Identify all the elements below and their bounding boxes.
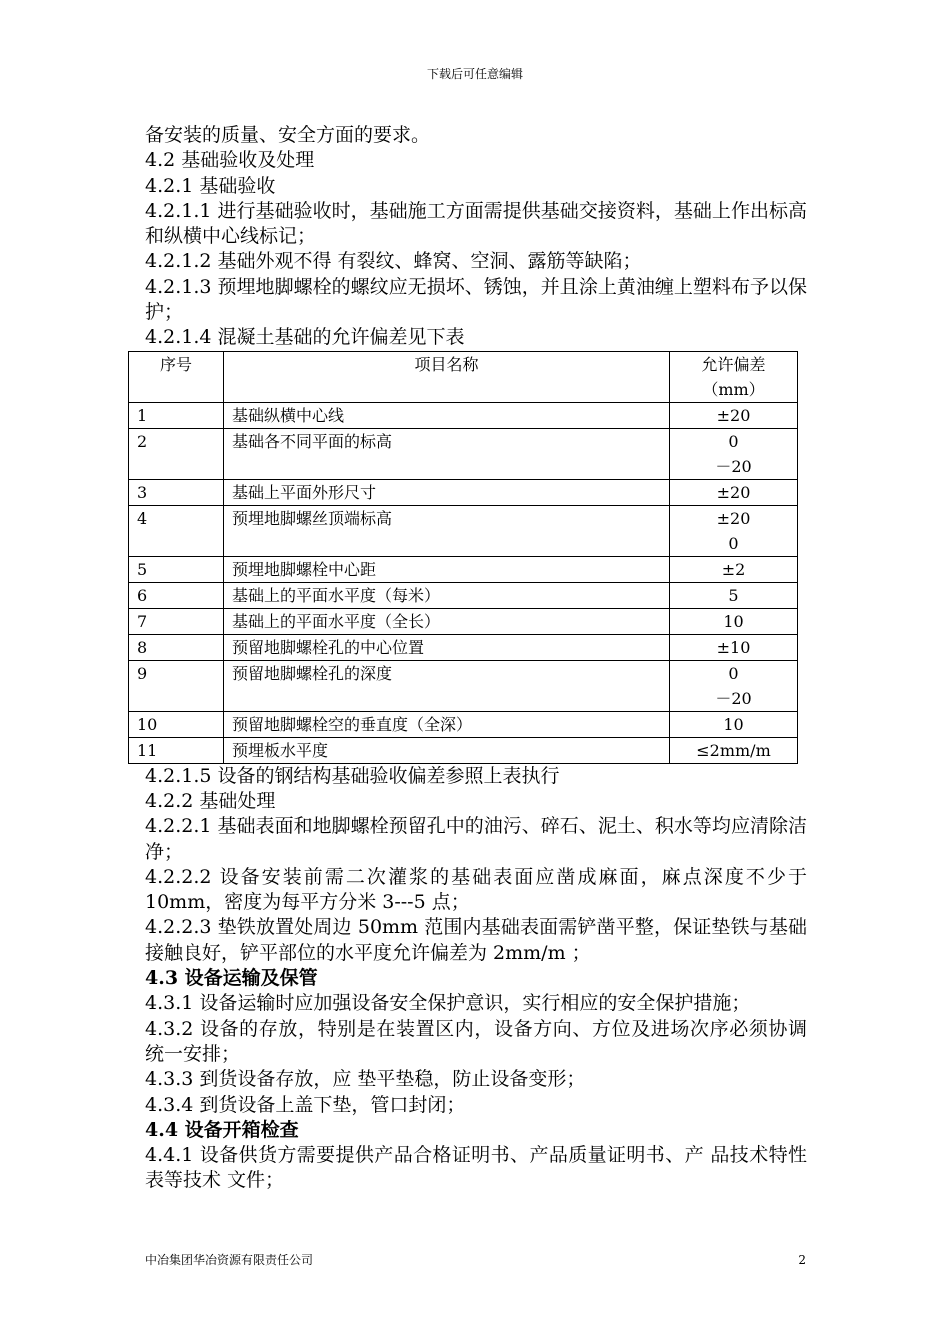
section-heading-bold <box>145 1118 807 1143</box>
cell-name: 预埋地脚螺丝顶端标高 <box>224 505 670 556</box>
cell-name: 基础各不同平面的标高 <box>224 428 670 479</box>
table-row <box>129 556 798 582</box>
cell-value-line1: ≤2mm/m <box>696 740 771 760</box>
cell-value <box>670 428 798 479</box>
cell-name: 预留地脚螺栓孔的深度 <box>224 660 670 711</box>
subsection-heading: 4.2.2 基础处理 <box>145 789 276 812</box>
header-value <box>670 351 798 402</box>
cell-name: 基础纵横中心线 <box>224 402 670 428</box>
cell-value-line1: 0 <box>728 431 739 451</box>
cell-value <box>670 505 798 556</box>
cell-value-line2: －20 <box>715 688 752 708</box>
cell-value-line2: 0 <box>728 533 739 553</box>
footer-company: 中冶集团华冶资源有限责任公司 <box>145 1253 314 1267</box>
table-row <box>129 634 798 660</box>
paragraph: 4.3.3 到货设备存放，应 垫平垫稳，防止设备变形； <box>145 1068 586 1091</box>
cell-no: 11 <box>129 737 224 763</box>
cell-value <box>670 737 798 763</box>
cell-value-line1: ±20 <box>716 405 751 425</box>
table-row <box>129 608 798 634</box>
section-heading-bold <box>145 966 807 991</box>
cell-name: 预留地脚螺栓孔的中心位置 <box>224 634 670 660</box>
cell-value-line1: ±20 <box>716 482 751 502</box>
table-row <box>129 428 798 479</box>
section-heading-text: 4.3 设备运输及保管 <box>145 967 318 990</box>
header-name: 项目名称 <box>224 351 670 402</box>
cell-value <box>670 402 798 428</box>
paragraph: 4.2.2.3 垫铁放置处周边 50mm 范围内基础表面需铲凿平整，保证垫铁与基础接触良好，铲平部位的水平度允许偏差为 2mm/m ； <box>145 916 807 964</box>
cell-value <box>670 582 798 608</box>
table-row <box>129 737 798 763</box>
paragraph: 4.3.4 到货设备上盖下垫，管口封闭； <box>145 1093 466 1116</box>
paragraph: 4.2.1.2 基础外观不得 有裂纹、蜂窝、空洞、露筋等缺陷； <box>145 250 642 273</box>
cell-no: 2 <box>129 428 224 479</box>
cell-value <box>670 634 798 660</box>
cell-no: 3 <box>129 479 224 505</box>
cell-name: 基础上的平面水平度（全长） <box>224 608 670 634</box>
paragraph: 4.2.2.1 基础表面和地脚螺栓预留孔中的油污、碎石、泥土、积水等均应清除洁净； <box>145 815 807 863</box>
section-heading-text: 4.4 设备开箱检查 <box>145 1118 299 1141</box>
document-body <box>137 123 807 1194</box>
header-note: 下载后可任意编辑 <box>426 67 523 81</box>
cell-value-line1: 10 <box>723 714 744 734</box>
cell-value-line1: ±2 <box>721 559 746 579</box>
page-number: 2 <box>798 1253 806 1267</box>
header-value-line2: （mm） <box>702 379 765 399</box>
cell-value-line1: 5 <box>728 585 739 605</box>
cell-no: 9 <box>129 660 224 711</box>
cell-name: 基础上的平面水平度（每米） <box>224 582 670 608</box>
cell-no: 7 <box>129 608 224 634</box>
cell-name: 预留地脚螺栓空的垂直度（全深） <box>224 711 670 737</box>
table-row <box>129 402 798 428</box>
table-header-row <box>129 351 798 402</box>
cell-value <box>670 711 798 737</box>
tolerance-table <box>128 351 798 764</box>
table-row <box>129 479 798 505</box>
cell-name: 预埋地脚螺栓中心距 <box>224 556 670 582</box>
cell-no: 8 <box>129 634 224 660</box>
cell-no: 1 <box>129 402 224 428</box>
cell-value-line1: ±10 <box>716 637 751 657</box>
cell-no: 4 <box>129 505 224 556</box>
paragraph: 4.2.1.1 进行基础验收时，基础施工方面需提供基础交接资料，基础上作出标高和纵横中心线标记； <box>145 199 807 248</box>
table-caption: 4.2.1.4 混凝土基础的允许偏差见下表 <box>145 326 465 349</box>
paragraph: 4.3.2 设备的存放，特别是在装置区内，设备方向、方位及进场次序必须协调统一安排； <box>145 1017 807 1065</box>
paragraph: 4.2.2.2 设备安装前需二次灌浆的基础表面应凿成麻面，麻点深度不少于 10mm，密度为每平方分米 3---5 点； <box>145 865 807 914</box>
table-row <box>129 711 798 737</box>
paragraph: 4.2.1.5 设备的钢结构基础验收偏差参照上表执行 <box>145 764 560 787</box>
cell-value-line1: 10 <box>723 611 744 631</box>
cell-value <box>670 660 798 711</box>
cell-name: 基础上平面外形尺寸 <box>224 479 670 505</box>
cell-value-line1: 0 <box>728 663 739 683</box>
paragraph: 备安装的质量、安全方面的要求。 <box>145 124 431 146</box>
cell-value-line2: －20 <box>715 456 752 476</box>
paragraph: 4.4.1 设备供货方需要提供产品合格证明书、产品质量证明书、产 品技术特性表等技术 文件； <box>145 1144 807 1192</box>
table-row <box>129 660 798 711</box>
table-row <box>129 582 798 608</box>
header-no: 序号 <box>129 351 224 402</box>
subsection-heading: 4.2.1 基础验收 <box>145 174 276 197</box>
cell-no: 10 <box>129 711 224 737</box>
cell-name: 预埋板水平度 <box>224 737 670 763</box>
cell-value <box>670 608 798 634</box>
table-body <box>129 402 798 763</box>
cell-value-line1: ±20 <box>716 508 751 528</box>
header-value-line1: 允许偏差 <box>701 354 766 374</box>
paragraph: 4.3.1 设备运输时应加强设备安全保护意识，实行相应的安全保护措施； <box>145 992 751 1015</box>
paragraph: 4.2.1.3 预埋地脚螺栓的螺纹应无损坏、锈蚀，并且涂上黄油缠上塑料布予以保护； <box>145 275 807 324</box>
cell-value <box>670 556 798 582</box>
section-heading: 4.2 基础验收及处理 <box>145 149 315 172</box>
cell-no: 5 <box>129 556 224 582</box>
cell-value <box>670 479 798 505</box>
table-row <box>129 505 798 556</box>
cell-no: 6 <box>129 582 224 608</box>
